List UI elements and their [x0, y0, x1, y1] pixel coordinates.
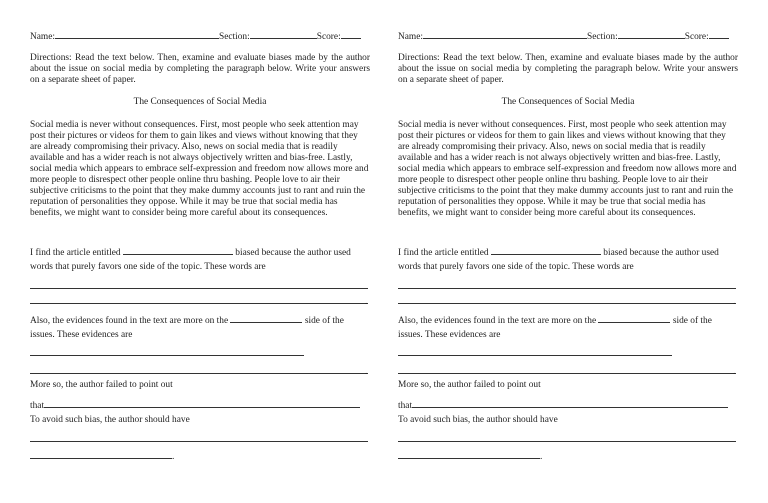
header-fields: [398, 29, 729, 43]
name-blank[interactable]: [423, 29, 587, 39]
answer-line[interactable]: [398, 355, 672, 356]
section-blank[interactable]: [618, 29, 685, 39]
q1-text-start: I find the article entitled: [30, 248, 121, 258]
period-mark: .: [365, 297, 368, 307]
question-2-line-1: [398, 313, 712, 327]
score-blank[interactable]: [341, 29, 361, 39]
evidence-side-blank[interactable]: [230, 313, 302, 323]
q3-that: that: [398, 401, 413, 411]
article-title-blank[interactable]: [123, 245, 233, 255]
answer-line[interactable]: [398, 288, 736, 289]
q2-text-start: Also, the evidences found in the text are more on the: [398, 316, 597, 326]
q1-line-2: words that purely favors one side of the topic. These words are: [30, 262, 266, 272]
failed-point-blank[interactable]: [412, 398, 728, 408]
score-blank[interactable]: [709, 29, 729, 39]
q2-text-end: side of the: [672, 316, 712, 326]
q1-line-2: words that purely favors one side of the topic. These words are: [398, 262, 634, 272]
header-fields: [30, 29, 361, 43]
score-label: Score:: [316, 32, 341, 42]
question-2-line-1: [30, 313, 344, 327]
period-mark: .: [733, 367, 736, 377]
answer-line[interactable]: [398, 458, 540, 459]
q2-text-end: side of the: [304, 316, 344, 326]
q2-line-2: issues. These evidences are: [30, 330, 133, 340]
name-label: Name:: [398, 32, 423, 42]
answer-line[interactable]: [30, 303, 368, 304]
period-mark: .: [172, 452, 175, 462]
directions-text: Directions: Read the text below. Then, examine and evaluate biases made by the author about the issue on social media by completing the paragraph below. Write your answers on a separate sheet of paper.: [30, 53, 370, 85]
name-blank[interactable]: [55, 29, 219, 39]
score-label: Score:: [684, 32, 709, 42]
q2-line-2: issues. These evidences are: [398, 330, 501, 340]
answer-line[interactable]: [30, 458, 172, 459]
period-mark: .: [540, 452, 543, 462]
period-mark: .: [733, 297, 736, 307]
article-title: The Consequences of Social Media: [133, 97, 267, 107]
failed-point-blank[interactable]: [44, 398, 360, 408]
answer-line[interactable]: [398, 373, 736, 374]
period-mark: .: [365, 367, 368, 377]
directions-text: Directions: Read the text below. Then, examine and evaluate biases made by the author about the issue on social media by completing the paragraph below. Write your answers on a separate sheet of paper.: [398, 53, 738, 85]
article-body: Social media is never without consequences. First, most people who seek attention may post their pictures or videos for them to gain likes and views without knowing that they are already compromising their privacy. Also, news on social media that is readily available and has a wider reach is not always objectively written and bias-free. Lastly, social media which appears to embrace self-expression and freedom now allows more and more people to disrespect other people online thru bashing. People love to air their subjective criticisms to the point that they make dummy accounts just to rant and ruin the reputation of personalities they oppose. While it may be true that social media has benefits, we might want to consider being more careful about its consequences.: [398, 120, 737, 218]
q3-line-1: More so, the author failed to point out: [30, 380, 173, 390]
answer-line[interactable]: [398, 441, 736, 442]
name-label: Name:: [30, 32, 55, 42]
section-label: Section:: [587, 32, 618, 42]
question-3-line-2: [30, 398, 360, 412]
q4-line-1: To avoid such bias, the author should have: [30, 415, 190, 425]
article-body: Social media is never without consequences. First, most people who seek attention may post their pictures or videos for them to gain likes and views without knowing that they are already compromising their privacy. Also, news on social media that is readily available and has a wider reach is not always objectively written and bias-free. Lastly, social media which appears to embrace self-expression and freedom now allows more and more people to disrespect other people online thru bashing. People love to air their subjective criticisms to the point that they make dummy accounts just to rant and ruin the reputation of personalities they oppose. While it may be true that social media has benefits, we might want to consider being more careful about its consequences.: [30, 120, 369, 218]
q4-line-1: To avoid such bias, the author should have: [398, 415, 558, 425]
question-1-line-1: [398, 245, 719, 259]
section-label: Section:: [219, 32, 250, 42]
evidence-side-blank[interactable]: [598, 313, 670, 323]
answer-line[interactable]: [398, 303, 736, 304]
answer-line[interactable]: [30, 373, 368, 374]
q1-text-end: biased because the author used: [235, 248, 351, 258]
worksheet-left: [30, 0, 370, 503]
q3-line-1: More so, the author failed to point out: [398, 380, 541, 390]
question-3-line-2: [398, 398, 728, 412]
q2-text-start: Also, the evidences found in the text are more on the: [30, 316, 229, 326]
worksheet-right: [398, 0, 738, 503]
q1-text-end: biased because the author used: [603, 248, 719, 258]
article-title: The Consequences of Social Media: [501, 97, 635, 107]
answer-line[interactable]: [30, 355, 304, 356]
answer-line[interactable]: [30, 288, 368, 289]
section-blank[interactable]: [250, 29, 317, 39]
question-1-line-1: [30, 245, 351, 259]
answer-line[interactable]: [30, 441, 368, 442]
article-title-blank[interactable]: [491, 245, 601, 255]
q3-that: that: [30, 401, 45, 411]
q1-text-start: I find the article entitled: [398, 248, 489, 258]
